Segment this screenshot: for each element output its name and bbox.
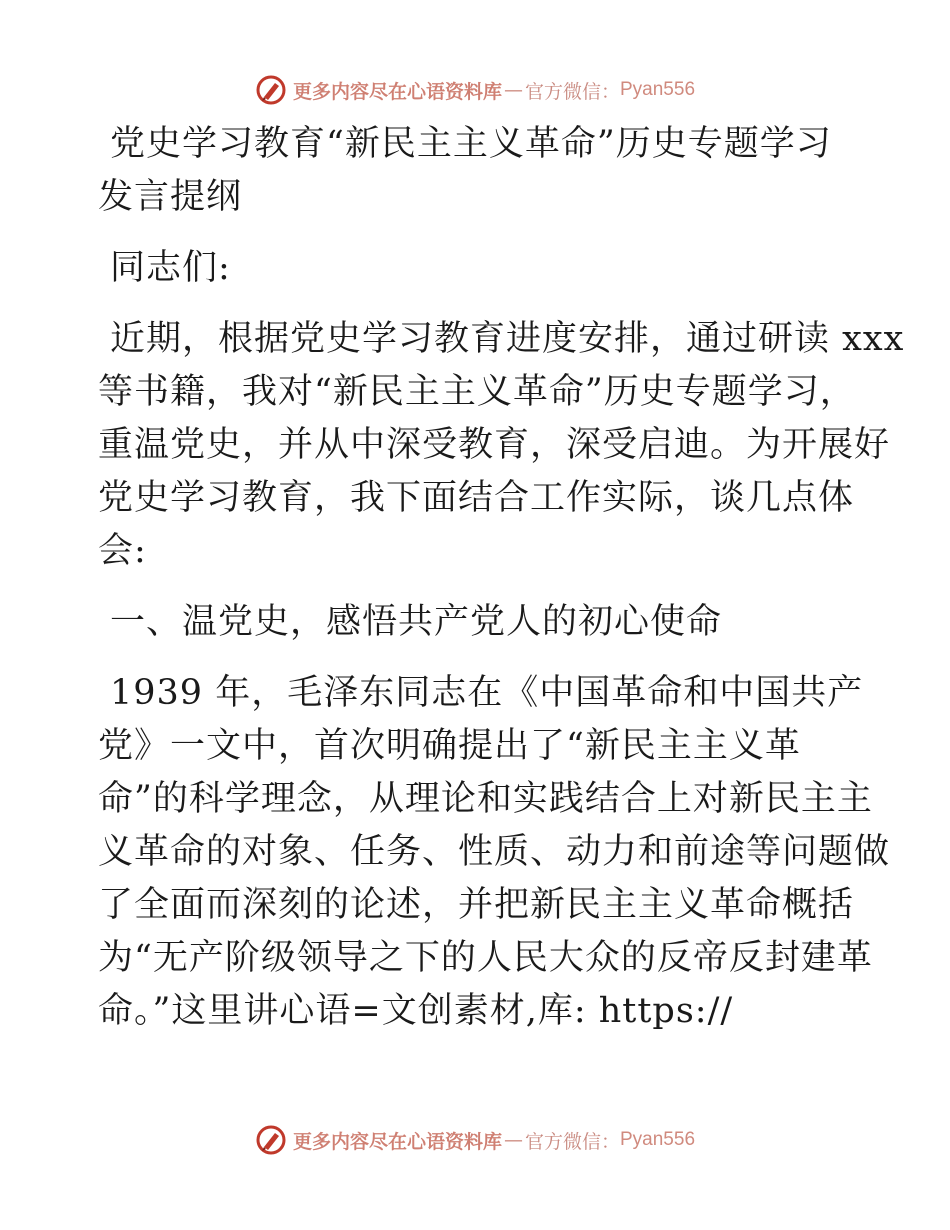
body-line-1: 1939 年，毛泽东同志在《中国革命和中国共产 bbox=[110, 673, 864, 713]
watermark-wechat-id: Pyan556 bbox=[620, 79, 696, 100]
body-line-6: 为“无产阶级领导之下的人民大众的反帝反封建革 bbox=[98, 938, 873, 978]
section-heading: 一、温党史，感悟共产党人的初心使命 bbox=[110, 602, 723, 642]
watermark-wechat-id: Pyan556 bbox=[620, 1129, 696, 1150]
document-title-line-2: 发言提纲 bbox=[98, 177, 243, 217]
intro-line-1: 近期，根据党史学习教育进度安排，通过研读 xxx bbox=[110, 319, 905, 359]
watermark-wechat-label: 官方微信： bbox=[524, 1130, 620, 1153]
intro-line-5: 会: bbox=[98, 531, 147, 571]
intro-line-3: 重温党史，并从中深受教育，深受启迪。为开展好 bbox=[98, 425, 891, 465]
intro-line-4: 党史学习教育，我下面结合工作实际，谈几点体 bbox=[98, 478, 855, 518]
pen-nib-icon bbox=[255, 74, 287, 106]
body-line-2: 党》一文中，首次明确提出了“新民主主义革 bbox=[98, 726, 801, 766]
watermark-text: 更多内容尽在心语资料库 bbox=[292, 80, 502, 103]
watermark-text: 更多内容尽在心语资料库 bbox=[292, 1130, 502, 1153]
footer-watermark bbox=[0, 1120, 950, 1160]
watermark-separator: — bbox=[503, 79, 523, 101]
body-line-7: 命。”这里讲心语=文创素材,库: https:// bbox=[98, 991, 734, 1031]
body-line-5: 了全面而深刻的论述，并把新民主主义革命概括 bbox=[98, 885, 855, 925]
document-title-line-1: 党史学习教育“新民主主义革命”历史专题学习 bbox=[110, 124, 832, 164]
watermark-separator: — bbox=[503, 1129, 523, 1151]
pen-nib-icon bbox=[255, 1124, 287, 1156]
intro-line-2: 等书籍，我对“新民主主义革命”历史专题学习， bbox=[98, 372, 856, 412]
document-body bbox=[98, 118, 905, 1038]
header-watermark bbox=[0, 70, 950, 110]
watermark-wechat-label: 官方微信： bbox=[524, 80, 620, 103]
salutation: 同志们: bbox=[110, 248, 231, 288]
body-line-3: 命”的科学理念，从理论和实践结合上对新民主主 bbox=[98, 779, 873, 819]
body-line-4: 义革命的对象、任务、性质、动力和前途等问题做 bbox=[98, 832, 891, 872]
